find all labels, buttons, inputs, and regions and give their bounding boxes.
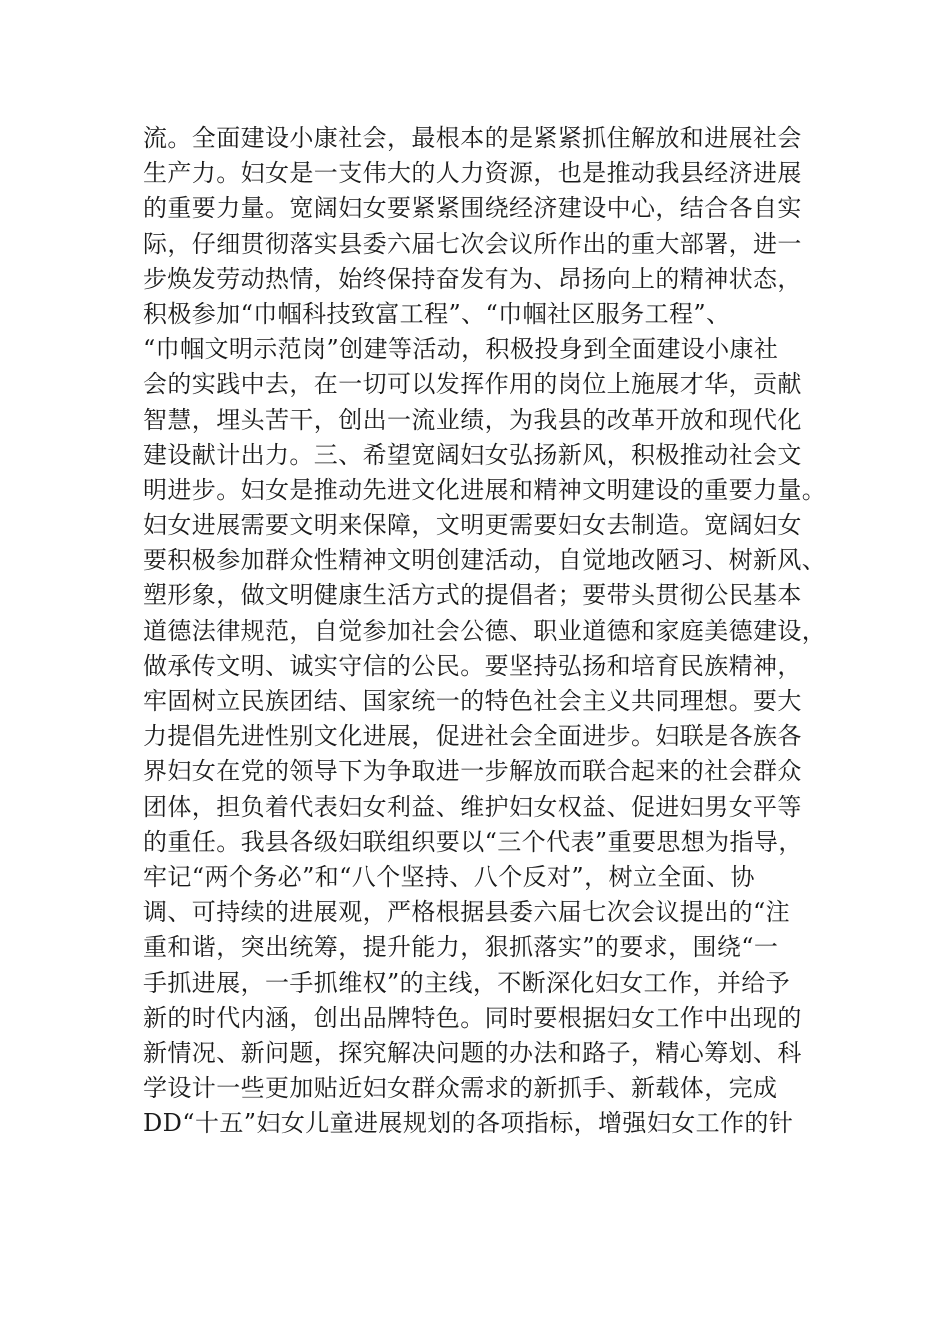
text-line: 智慧，埋头苦干，创出一流业绩，为我县的改革开放和现代化 (143, 405, 802, 434)
text-line: 牢记“两个务必”和“八个坚持、八个反对”，树立全面、协 (143, 862, 755, 891)
text-line: 际，仔细贯彻落实县委六届七次会议所作出的重大部署，进一 (143, 229, 802, 258)
text-line: 生产力。妇女是一支伟大的人力资源，也是推动我县经济进展 (143, 159, 802, 188)
text-line: 会的实践中去，在一切可以发挥作用的岗位上施展才华，贡献 (143, 370, 802, 399)
text-line: 调、可持续的进展观，严格根据县委六届七次会议提出的“注 (143, 898, 791, 927)
text-line: 要积极参加群众性精神文明创建活动，自觉地改陋习、树新风、 (143, 546, 827, 575)
text-line: 道德法律规范，自觉参加社会公德、职业道德和家庭美德建设， (143, 616, 827, 645)
text-line: 塑形象，做文明健康生活方式的提倡者；要带头贯彻公民基本 (143, 581, 802, 610)
text-line: “巾帼文明示范岗”创建等活动，积极投身到全面建设小康社 (143, 335, 779, 364)
text-line: 力提倡先进性别文化进展，促进社会全面进步。妇联是各族各 (143, 722, 802, 751)
text-line: 牢固树立民族团结、国家统一的特色社会主义共同理想。要大 (143, 687, 802, 715)
text-line: 建设献计出力。三、希望宽阔妇女弘扬新风，积极推动社会文 (143, 440, 802, 469)
text-line: 重和谐，突出统筹，提升能力，狠抓落实”的要求，围绕“一 (143, 933, 779, 962)
text-line: 新情况、新问题，探究解决问题的办法和路子，精心筹划、科 (143, 1038, 802, 1067)
text-line: 界妇女在党的领导下为争取进一步解放而联合起来的社会群众 (143, 757, 802, 786)
text-line: 妇女进展需要文明来保障，文明更需要妇女去制造。宽阔妇女 (143, 511, 802, 540)
text-line: 步焕发劳动热情，始终保持奋发有为、昂扬向上的精神状态， (143, 264, 802, 293)
text-line: 积极参加“巾帼科技致富工程”、“巾帼社区服务工程”、 (143, 299, 731, 328)
text-line: 做承传文明、诚实守信的公民。要坚持弘扬和培育民族精神， (143, 651, 802, 680)
text-line: DD“十五”妇女儿童进展规划的各项指标，增强妇女工作的针 (143, 1109, 794, 1138)
text-line: 流。全面建设小康社会，最根本的是紧紧抓住解放和进展社会 (143, 124, 802, 152)
text-line: 学设计一些更加贴近妇女群众需求的新抓手、新载体，完成 (143, 1074, 778, 1103)
text-line: 团体，担负着代表妇女利益、维护妇女权益、促进妇男女平等 (143, 792, 802, 821)
text-line: 的重要力量。宽阔妇女要紧紧围绕经济建设中心，结合各自实 (143, 194, 802, 223)
text-line: 手抓进展，一手抓维权”的主线，不断深化妇女工作，并给予 (143, 968, 791, 997)
text-line: 明进步。妇女是推动先进文化进展和精神文明建设的重要力量。 (143, 475, 827, 504)
text-line: 的重任。我县各级妇联组织要以“三个代表”重要思想为指导， (143, 827, 803, 856)
body-text (143, 121, 827, 1141)
text-line: 新的时代内涵，创出品牌特色。同时要根据妇女工作中出现的 (143, 1003, 802, 1032)
